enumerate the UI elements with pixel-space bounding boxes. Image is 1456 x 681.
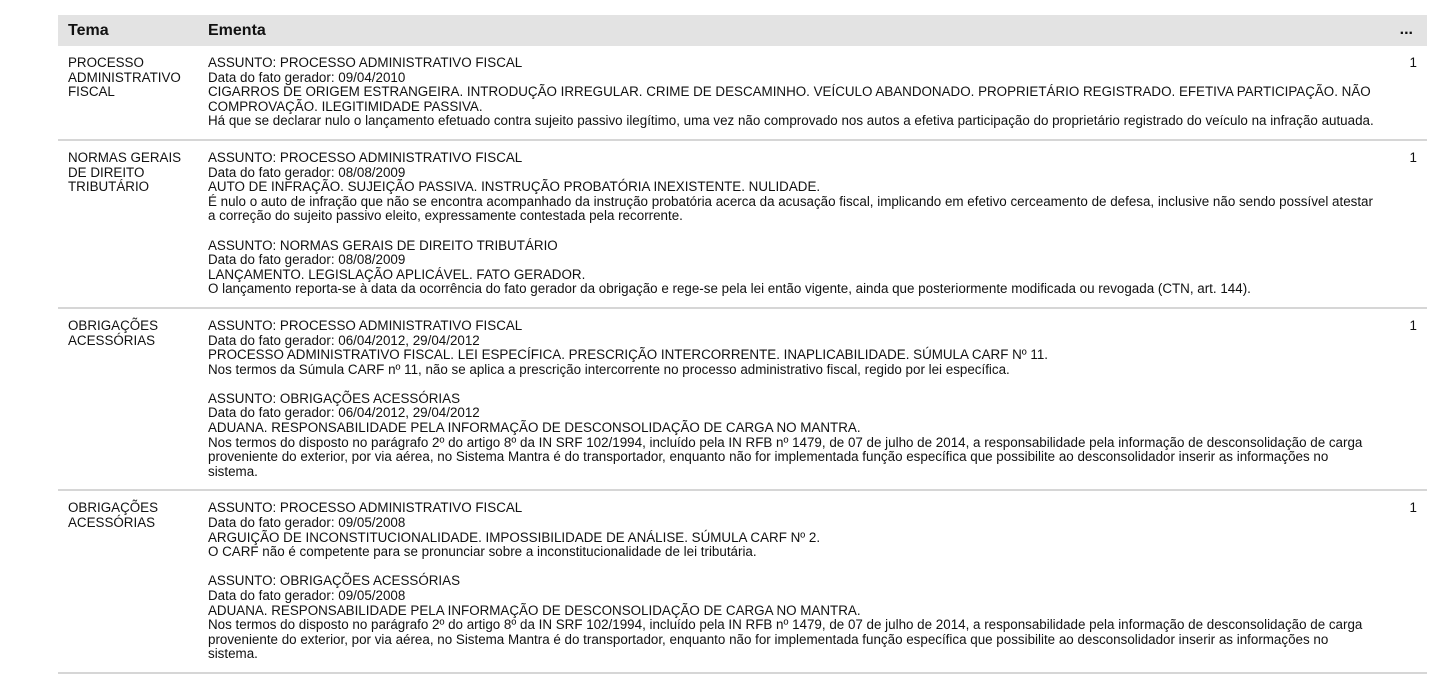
row-tema: OBRIGAÇÕES ACESSÓRIAS (68, 317, 159, 348)
data-fato-gerador: Data do fato gerador: 09/05/2008 (208, 515, 406, 531)
ementa-text: Nos termos do disposto no parágrafo 2º do artigo 8º da IN SRF 102/1994, incluído pela IN RFB nº 1479, de 07 de julho de 2014, a responsabilidade pela informação de desconsolidação de carga proveniente do exterior, por via aérea, no Sistema Mantra é do transportador, enquanto não for implementada função específica que possibilite ao desconsolidador inserir as informações no sistema. (208, 617, 1363, 662)
assunto-line: ASSUNTO: OBRIGAÇÕES ACESSÓRIAS (208, 390, 461, 406)
assunto-line: ASSUNTO: OBRIGAÇÕES ACESSÓRIAS (208, 573, 461, 589)
ementa-title: ADUANA. RESPONSABILIDADE PELA INFORMAÇÃO DE DESCONSOLIDAÇÃO DE CARGA NO MANTRA. (208, 602, 861, 618)
row-ementa (208, 309, 1378, 490)
ementa-title: LANÇAMENTO. LEGISLAÇÃO APLICÁVEL. FATO GERADOR. (208, 266, 586, 282)
ementa-title: PROCESSO ADMINISTRATIVO FISCAL. LEI ESPECÍFICA. PRESCRIÇÃO INTERCORRENTE. INAPLICABILIDADE. SÚMULA CARF Nº 11. (208, 347, 1048, 363)
assunto-line: ASSUNTO: PROCESSO ADMINISTRATIVO FISCAL (208, 317, 523, 333)
assunto-line: ASSUNTO: NORMAS GERAIS DE DIREITO TRIBUTÁRIO (208, 237, 558, 253)
table-row (58, 309, 1427, 492)
data-fato-gerador: Data do fato gerador: 09/04/2010 (208, 69, 406, 85)
table-row (58, 141, 1427, 309)
data-fato-gerador: Data do fato gerador: 08/08/2009 (208, 252, 406, 268)
ementa-text: Nos termos do disposto no parágrafo 2º do artigo 8º da IN SRF 102/1994, incluído pela IN RFB nº 1479, de 07 de julho de 2014, a responsabilidade pela informação de desconsolidação de carga proveniente do exterior, por via aérea, no Sistema Mantra é do transportador, enquanto não for implementada função específica que possibilite ao desconsolidador inserir as informações no sistema. (208, 434, 1363, 479)
row-count: 1 (1409, 317, 1417, 333)
assunto-line: ASSUNTO: PROCESSO ADMINISTRATIVO FISCAL (208, 149, 523, 165)
ementa-block (208, 239, 1378, 297)
table-row (58, 46, 1427, 141)
ementa-text: É nulo o auto de infração que não se encontra acompanhado da instrução probatória acerca da acusação fiscal, implicando em efetivo cerceamento de defesa, inclusive não sendo possível atestar a correção do sujeito passivo eleito, expressamente contestada pela recorrente. (208, 193, 1373, 224)
ementa-text: Há que se declarar nulo o lançamento efetuado contra sujeito passivo ilegítimo, uma vez não comprovado nos autos a efetiva participação do proprietário registrado do veículo na infração autuada. (208, 113, 1374, 129)
ementa-title: ARGUIÇÃO DE INCONSTITUCIONALIDADE. IMPOSSIBILIDADE DE ANÁLISE. SÚMULA CARF Nº 2. (208, 529, 821, 545)
data-fato-gerador: Data do fato gerador: 06/04/2012, 29/04/2012 (208, 332, 480, 348)
row-ementa (208, 491, 1378, 672)
table-header (58, 15, 1427, 46)
row-tema: OBRIGAÇÕES ACESSÓRIAS (68, 500, 159, 531)
row-ementa (208, 141, 1378, 307)
ementa-block (208, 151, 1378, 224)
row-count: 1 (1409, 500, 1417, 516)
results-table (58, 15, 1427, 674)
data-fato-gerador: Data do fato gerador: 06/04/2012, 29/04/2012 (208, 405, 480, 421)
ementa-block (208, 319, 1378, 377)
ementa-title: CIGARROS DE ORIGEM ESTRANGEIRA. INTRODUÇÃO IRREGULAR. CRIME DE DESCAMINHO. VEÍCULO ABANDONADO. PROPRIETÁRIO REGISTRADO. EFETIVA PARTICIPAÇÃO. NÃO COMPROVAÇÃO. ILEGITIMIDADE PASSIVA. (208, 84, 1371, 114)
ementa-text: Nos termos da Súmula CARF nº 11, não se aplica a prescrição intercorrente no processo administrativo fiscal, regido por lei específica. (208, 361, 1010, 377)
column-menu-button[interactable]: ... (1399, 21, 1413, 38)
ementa-title: ADUANA. RESPONSABILIDADE PELA INFORMAÇÃO DE DESCONSOLIDAÇÃO DE CARGA NO MANTRA. (208, 420, 861, 436)
row-tema: PROCESSO ADMINISTRATIVO FISCAL (68, 55, 181, 100)
row-tema: NORMAS GERAIS DE DIREITO TRIBUTÁRIO (68, 149, 182, 195)
assunto-line: ASSUNTO: PROCESSO ADMINISTRATIVO FISCAL (208, 500, 523, 516)
data-fato-gerador: Data do fato gerador: 09/05/2008 (208, 588, 406, 603)
ementa-title: AUTO DE INFRAÇÃO. SUJEIÇÃO PASSIVA. INSTRUÇÃO PROBATÓRIA INEXISTENTE. NULIDADE. (208, 179, 821, 195)
ementa-text: O CARF não é competente para se pronunciar sobre a inconstitucionalidade de lei tributária. (208, 544, 757, 560)
assunto-line: ASSUNTO: PROCESSO ADMINISTRATIVO FISCAL (208, 55, 523, 70)
row-count: 1 (1409, 149, 1417, 165)
row-ementa (208, 46, 1378, 139)
column-header-ementa[interactable]: Ementa (208, 22, 266, 39)
ementa-text: O lançamento reporta-se à data da ocorrência do fato gerador da obrigação e rege-se pela lei então vigente, ainda que posteriormente modificada ou revogada (CTN, art. 144). (208, 281, 1251, 297)
row-count: 1 (1409, 55, 1417, 70)
ementa-block (208, 574, 1378, 662)
ementa-block (208, 392, 1378, 480)
ementa-block (208, 56, 1378, 129)
column-header-tema[interactable]: Tema (68, 22, 109, 39)
ementa-block (208, 501, 1378, 559)
data-fato-gerador: Data do fato gerador: 08/08/2009 (208, 164, 406, 180)
table-row (58, 491, 1427, 674)
